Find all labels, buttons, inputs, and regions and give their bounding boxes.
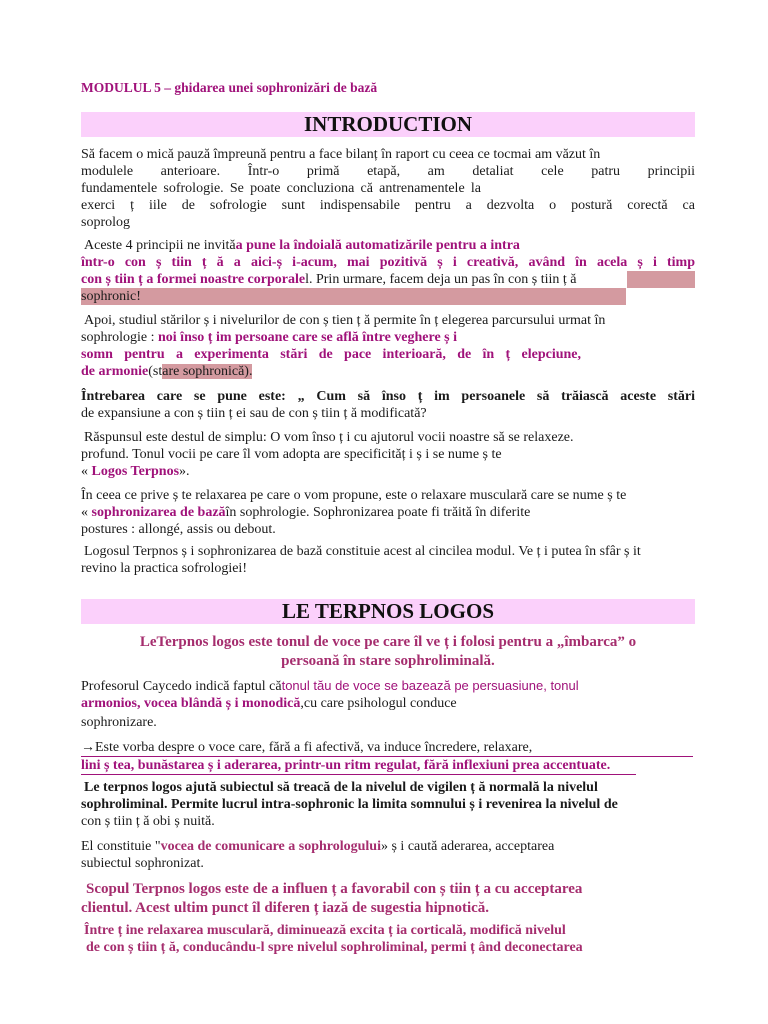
text-span: El constituie " <box>81 839 161 854</box>
intro-paragraph-5 <box>81 429 695 480</box>
terpnos-paragraph-6 <box>81 922 695 956</box>
intro-paragraph-6 <box>81 487 695 538</box>
text-span: în sophrologie. Sophronizarea poate fi trăită în diferite <box>225 505 531 520</box>
text-line: modulele anterioare. Într-o primă etapă, am detaliat cele patru principii <box>81 164 695 179</box>
text-span: « <box>81 505 92 520</box>
terpnos-paragraph-3 <box>81 779 695 830</box>
text-span: « <box>81 464 92 479</box>
text-line <box>81 838 695 855</box>
text-line: subiectul sophronizat. <box>81 856 204 871</box>
text-line: postures : allongé, assis ou debout. <box>81 522 276 537</box>
text-line: Le terpnos logos ajută subiectul să treacă de la nivelul de vigilen ț ă normală la nivelul <box>84 780 598 795</box>
emphasis-text: vocea de comunicare a sophrologului <box>160 839 381 854</box>
text-line: Răspunsul este destul de simplu: O vom înso ț i cu ajutorul vocii noastre să se relaxeze. <box>84 430 574 445</box>
text-span: Profesorul Caycedo indică faptul că <box>81 679 282 694</box>
section-title-terpnos: LE TERPNOS LOGOS <box>281 599 494 623</box>
highlight-mark <box>627 271 695 288</box>
subtitle-line: LeTerpnos logos este tonul de voce pe care îl ve ț i folosi pentru a „îmbarca” o <box>139 634 637 650</box>
text-line: profund. Tonul vocii pe care îl vom adopta are specificităț i ș i se nume ș te <box>81 447 502 462</box>
intro-paragraph-1 <box>81 146 695 231</box>
text-line <box>81 237 695 254</box>
emphasis-text: a pune la îndoială automatizările pentru a intra <box>235 238 520 253</box>
text-line: revino la practica sofrologiei! <box>81 561 247 576</box>
text-line <box>81 677 695 695</box>
highlighted-text: sophronic! <box>81 288 626 305</box>
text-line: într-o con ș tiin ț ă a aici-ș i-acum, mai pozitivă ș i creativă, având în acela ș i timp <box>81 255 695 270</box>
text-line: sophronizare. <box>81 715 157 730</box>
terpnos-paragraph-4 <box>81 838 695 872</box>
emphasis-text: tonul tău de voce se bazează pe persuasiune, tonul <box>281 678 579 693</box>
terpnos-subtitle <box>81 633 695 671</box>
terpnos-paragraph-2 <box>81 739 695 775</box>
terpnos-paragraph-1 <box>81 677 695 731</box>
text-line: În ceea ce prive ș te relaxarea pe care o vom propune, este o relaxare musculară care se nume ș te <box>81 488 627 503</box>
text-span: sophrologie : <box>81 330 158 345</box>
emphasis-text: de armonie <box>81 364 149 379</box>
text-line: sophroliminal. Permite lucrul intra-sophronic la limita somnului ș i revenirea la nivelul de <box>81 797 618 812</box>
text-line <box>81 288 695 305</box>
emphasis-text: Logos Terpnos <box>91 464 180 479</box>
text-span: » ș i caută aderarea, acceptarea <box>380 839 555 854</box>
text-line <box>81 463 695 480</box>
text-line: de expansiune a con ș tiin ț ei sau de con ș tiin ț ă modificată? <box>81 406 427 421</box>
text-line: Logosul Terpnos ș i sophronizarea de bază constituie acest al cincilea modul. Ve ț i putea în sfâr ș it <box>84 544 641 559</box>
text-line: somn pentru a experimenta stări de pace interioară, de în ț elepciune, <box>81 347 581 362</box>
text-line: fundamentele sofrologie. Se poate concluziona că antrenamentele la <box>81 181 481 196</box>
text-span: l. Prin urmare, facem deja un pas în con ș tiin ț ă <box>305 272 577 287</box>
highlighted-text: are sophronică). <box>162 364 253 379</box>
intro-paragraph-4 <box>81 388 695 422</box>
text-line <box>81 329 695 346</box>
subtitle-line: persoană în stare sophroliminală. <box>281 653 495 669</box>
intro-paragraph-2 <box>81 237 695 305</box>
section-banner-introduction <box>81 112 695 137</box>
module-title: MODULUL 5 – ghidarea unei sophronizări de bază <box>81 80 378 95</box>
text-span: ». <box>179 464 190 479</box>
text-span: Aceste 4 principii ne invită <box>84 238 236 253</box>
text-line <box>81 504 695 521</box>
text-line: clientul. Acest ultim punct îl diferen ț iază de sugestia hipnotică. <box>81 900 490 916</box>
emphasis-text: armonios, vocea blândă ș i monodică <box>81 696 301 711</box>
intro-paragraph-7 <box>81 543 695 577</box>
text-line: lini ș tea, bunăstarea ș i aderarea, printr-un ritm regulat, fără inflexiuni prea accentuate. <box>81 757 636 775</box>
text-span: ,cu care psihologul conduce <box>300 696 457 711</box>
intro-paragraph-3 <box>81 312 695 380</box>
text-line <box>81 271 695 288</box>
section-title-introduction: INTRODUCTION <box>303 112 473 136</box>
text-line: Să facem o mică pauză împreună pentru a face bilanț în raport cu ceea ce tocmai am văzut în <box>81 147 601 162</box>
text-line <box>81 695 695 712</box>
text-line <box>81 363 695 380</box>
text-line: Apoi, studiul stărilor ș i nivelurilor de con ș tien ț ă permite în ț elegerea parcursului urmat în <box>84 313 606 328</box>
text-line: exerci ț iile de sofrologie sunt indispensabile pentru a dezvolta o postură corectă ca <box>81 198 695 213</box>
emphasis-text: noi înso ț im persoane care se află între veghere ș i <box>158 330 458 345</box>
text-line: de con ș tiin ț ă, conducându-l spre nivelul sophroliminal, permi ț ând deconectarea <box>86 940 583 955</box>
emphasis-text: sophronizarea de bază <box>91 505 226 520</box>
terpnos-paragraph-5 <box>81 880 695 918</box>
emphasis-text: con ș tiin ț a formei noastre corporale <box>81 272 306 287</box>
text-line: Întrebarea care se pune este: „ Cum să înso ț im persoanele să trăiască aceste stări <box>81 389 695 404</box>
text-line: Scopul Terpnos logos este de a influen ț a favorabil con ș tiin ț a cu acceptarea <box>86 881 583 897</box>
text-line: con ș tiin ț ă obi ș nuită. <box>81 814 215 829</box>
text-line: Între ț ine relaxarea musculară, diminuează excita ț ia corticală, modifică nivelul <box>84 923 566 938</box>
section-banner-terpnos <box>81 599 695 624</box>
text-span: (st <box>148 364 163 379</box>
text-line: →Este vorba despre o voce care, fără a fi afectivă, va induce încredere, relaxare, <box>81 739 693 757</box>
text-line: soprolog <box>81 215 130 230</box>
